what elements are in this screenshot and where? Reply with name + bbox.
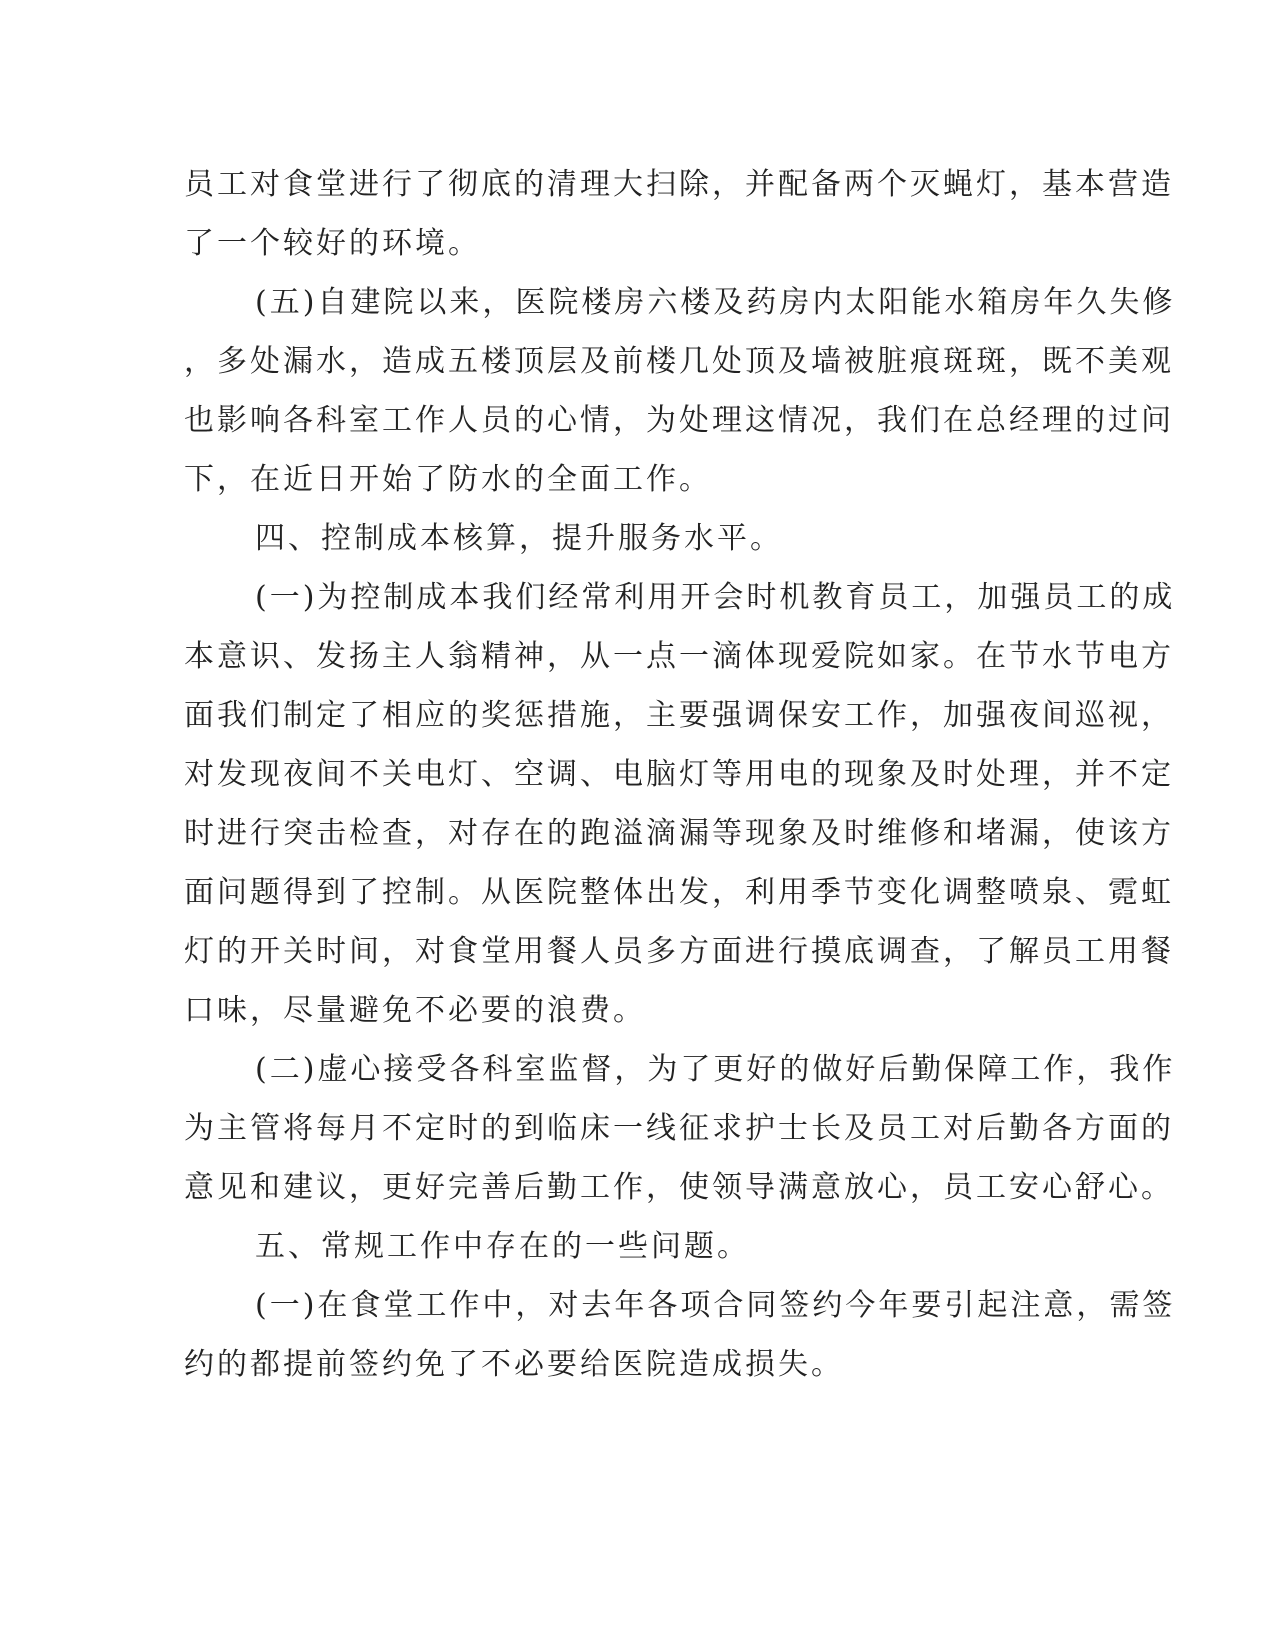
text-line: 口味，尽量避免不必要的浪费。	[184, 993, 646, 1028]
text-line: 员工对食堂进行了彻底的清理大扫除，并配备两个灭蝇灯，基本营造	[184, 167, 1174, 202]
section-heading: 四、控制成本核算，提升服务水平。	[255, 521, 783, 556]
text-line: 对发现夜间不关电灯、空调、电脑灯等用电的现象及时处理，并不定	[184, 757, 1174, 792]
text-line: 了一个较好的环境。	[184, 226, 481, 261]
text-line: 本意识、发扬主人翁精神，从一点一滴体现爱院如家。在节水节电方	[184, 639, 1174, 674]
text-line: 灯的开关时间，对食堂用餐人员多方面进行摸底调查，了解员工用餐	[184, 934, 1174, 969]
text-line: 也影响各科室工作人员的心情，为处理这情况，我们在总经理的过问	[184, 403, 1174, 438]
text-line: 约的都提前签约免了不必要给医院造成损失。	[184, 1347, 844, 1382]
text-line: 面问题得到了控制。从医院整体出发，利用季节变化调整喷泉、霓虹	[184, 875, 1174, 910]
text-line: (一)为控制成本我们经常利用开会时机教育员工，加强员工的成	[255, 580, 1176, 615]
text-line: 面我们制定了相应的奖惩措施，主要强调保安工作，加强夜间巡视，	[184, 698, 1174, 733]
text-line: 时进行突击检查，对存在的跑溢滴漏等现象及时维修和堵漏，使该方	[184, 816, 1174, 851]
text-line: (二)虚心接受各科室监督，为了更好的做好后勤保障工作，我作	[255, 1052, 1176, 1087]
text-line: (五)自建院以来，医院楼房六楼及药房内太阳能水箱房年久失修	[255, 285, 1176, 320]
section-heading: 五、常规工作中存在的一些问题。	[255, 1229, 750, 1264]
text-line: 意见和建议，更好完善后勤工作，使领导满意放心，员工安心舒心。	[184, 1170, 1174, 1205]
document-body	[184, 155, 1176, 1394]
text-line: ，多处漏水，造成五楼顶层及前楼几处顶及墙被脏痕斑斑，既不美观	[184, 344, 1174, 379]
text-line: 下，在近日开始了防水的全面工作。	[184, 462, 712, 497]
text-line: (一)在食堂工作中，对去年各项合同签约今年要引起注意，需签	[255, 1288, 1176, 1323]
text-line: 为主管将每月不定时的到临床一线征求护士长及员工对后勤各方面的	[184, 1111, 1174, 1146]
